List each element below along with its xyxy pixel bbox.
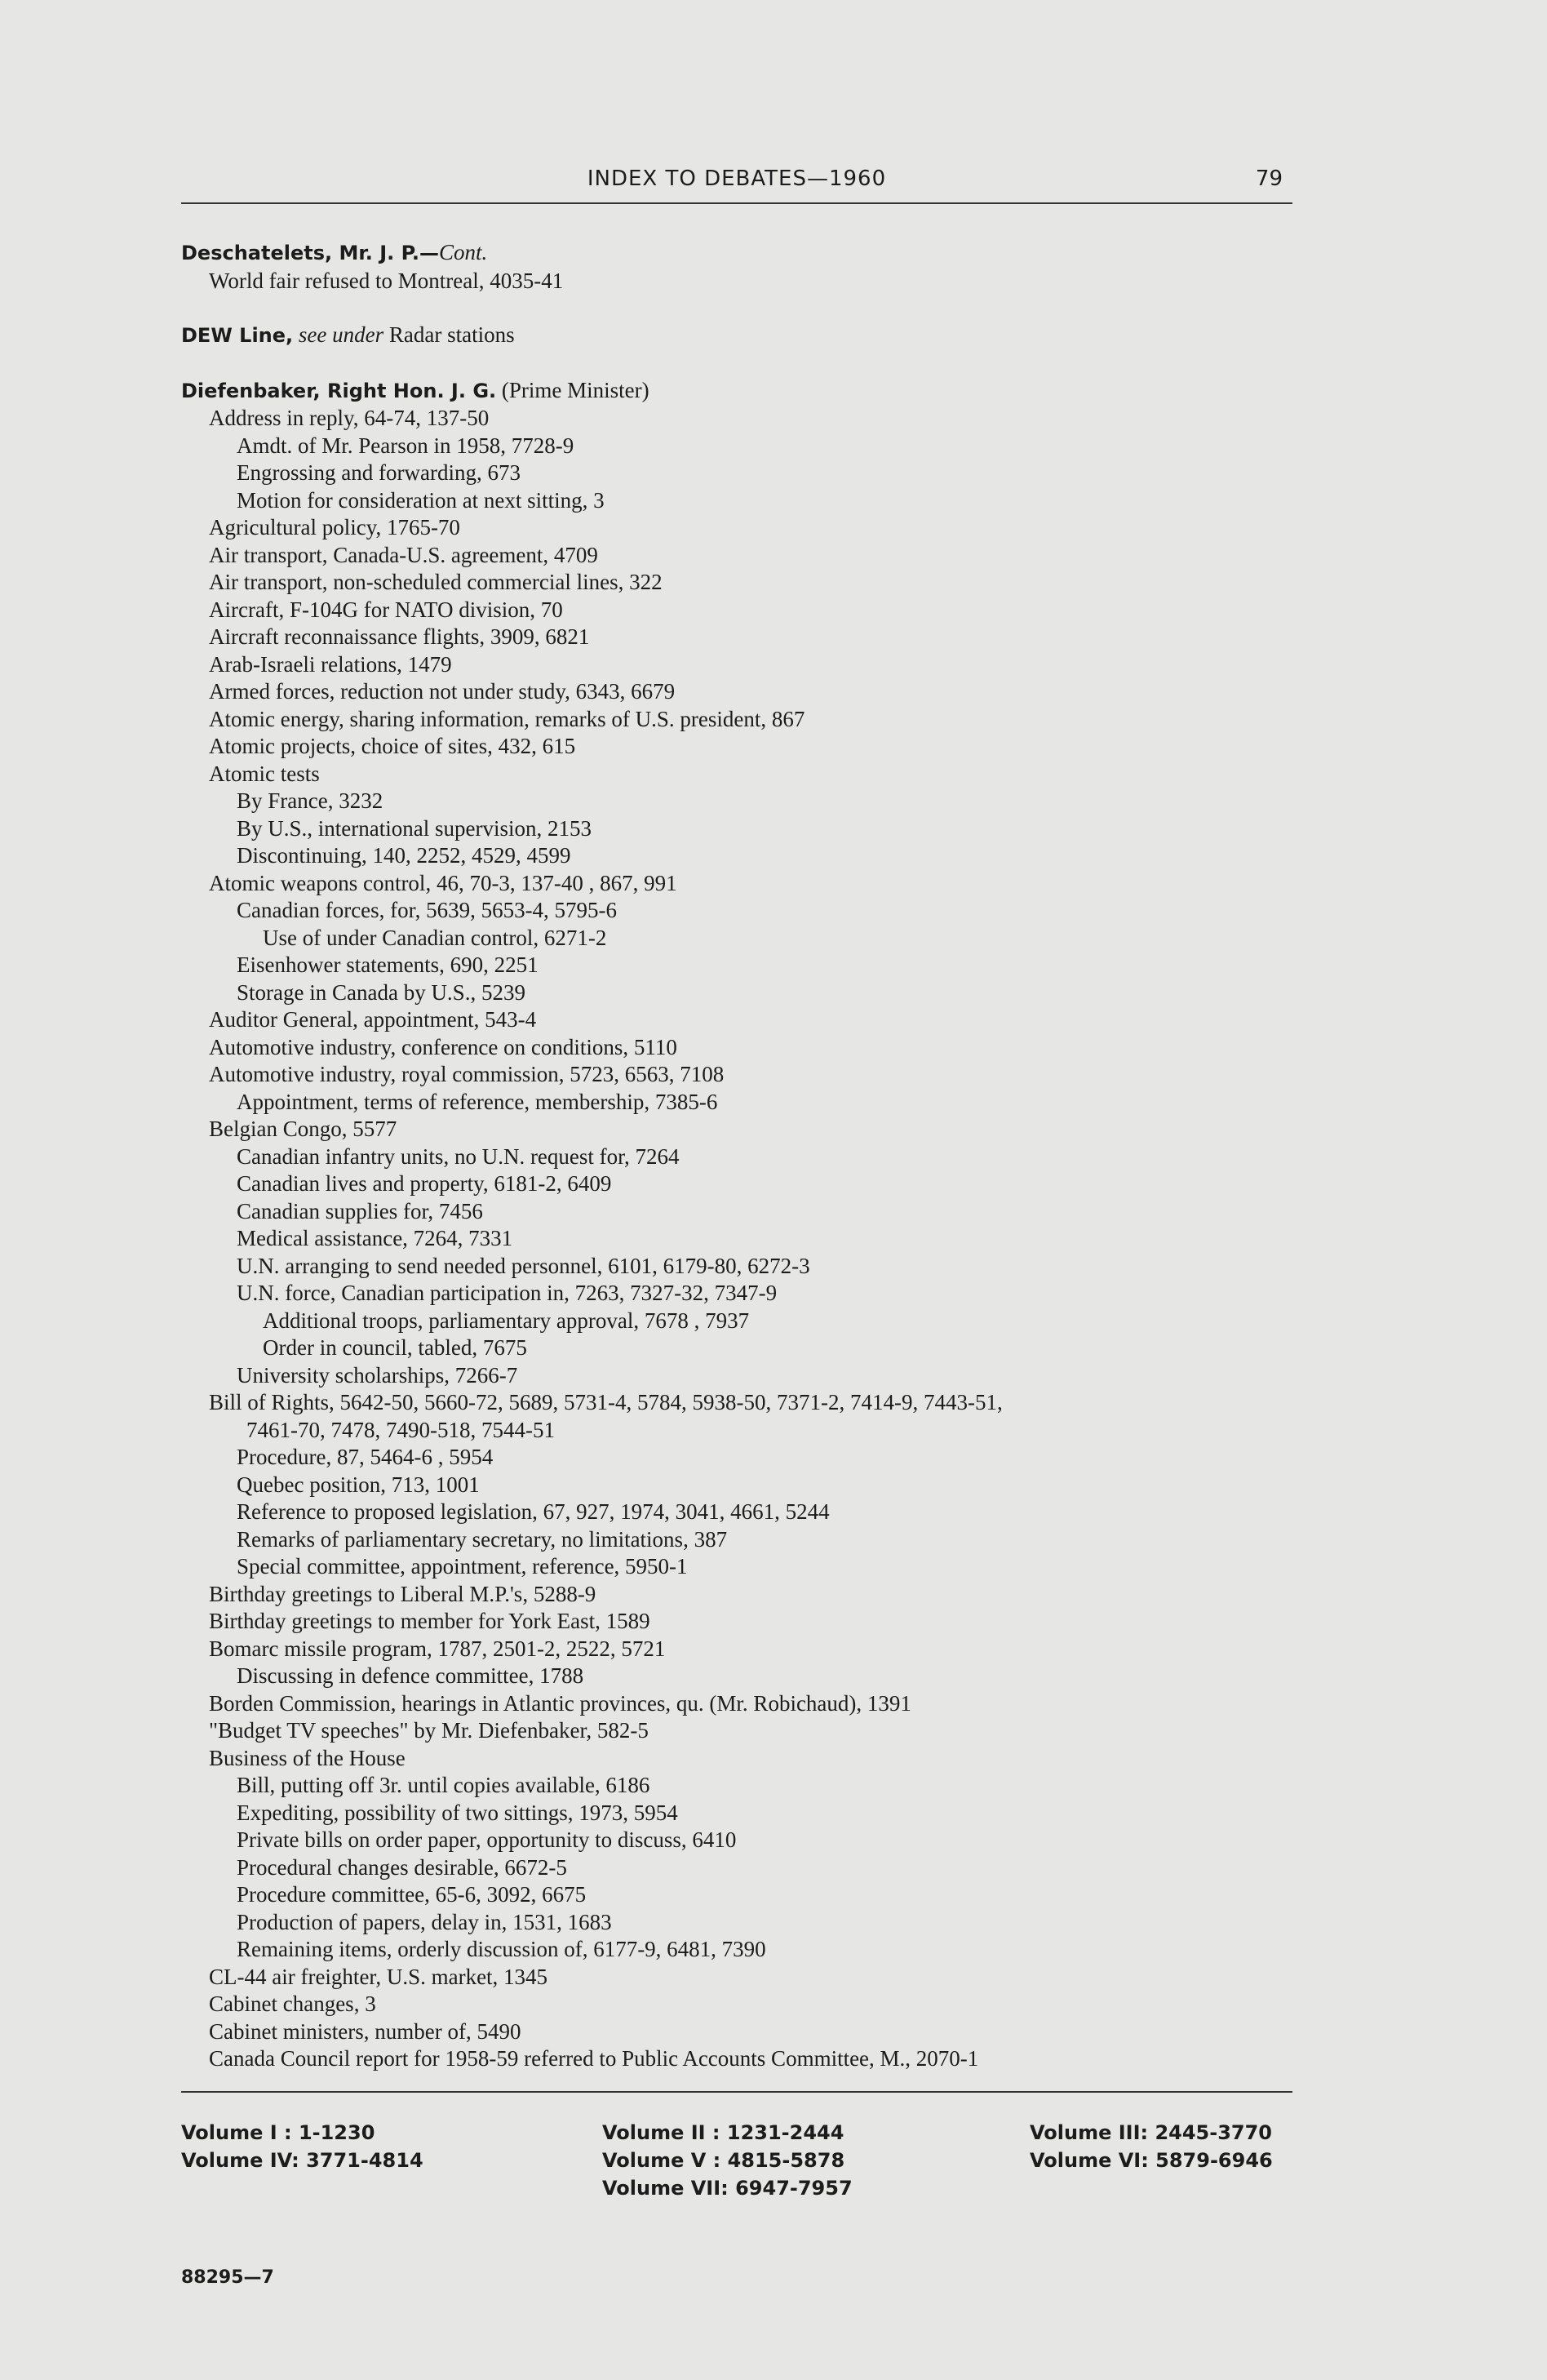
index-subentry: Special committee, appointment, reference, 5950-1 bbox=[237, 1554, 688, 1579]
index-entry: Aircraft reconnaissance flights, 3909, 6821 bbox=[209, 624, 590, 649]
index-subentry: Reference to proposed legislation, 67, 927, 1974, 3041, 4661, 5244 bbox=[237, 1499, 830, 1524]
index-subentry: Remarks of parliamentary secretary, no limitations, 387 bbox=[237, 1526, 728, 1552]
index-entry: Agricultural policy, 1765-70 bbox=[209, 515, 460, 539]
index-entry: Automotive industry, royal commission, 5723, 6563, 7108 bbox=[209, 1062, 725, 1086]
index-subentry: Procedural changes desirable, 6672-5 bbox=[237, 1854, 567, 1880]
heading-qualifier: (Prime Minister) bbox=[501, 377, 649, 402]
page-number: 79 bbox=[1255, 167, 1283, 191]
footer-divider bbox=[181, 2091, 1292, 2093]
index-entry: Bomarc missile program, 1787, 2501-2, 2522, 5721 bbox=[209, 1636, 666, 1661]
index-entry: Atomic tests bbox=[209, 761, 320, 786]
index-entry: Address in reply, 64-74, 137-50 bbox=[209, 406, 490, 430]
index-heading-diefenbaker bbox=[181, 377, 1307, 406]
index-entry: Belgian Congo, 5577 bbox=[209, 1117, 397, 1141]
index-entry: Aircraft, F-104G for NATO division, 70 bbox=[209, 597, 563, 622]
index-subentry: Canadian forces, for, 5639, 5653-4, 5795-6 bbox=[237, 898, 618, 922]
index-entry: Borden Commission, hearings in Atlantic provinces, qu. (Mr. Robichaud), 1391 bbox=[209, 1690, 911, 1716]
index-entry: Automotive industry, conference on conditions, 5110 bbox=[209, 1034, 677, 1059]
print-code: 88295—7 bbox=[181, 2267, 274, 2288]
index-subentry: Discontinuing, 140, 2252, 4529, 4599 bbox=[237, 843, 571, 868]
volume-column-1 bbox=[181, 2119, 423, 2174]
index-entry: Armed forces, reduction not under study, 6343, 6679 bbox=[209, 679, 676, 704]
volume-column-3 bbox=[1030, 2119, 1273, 2174]
heading-name: Deschatelets, Mr. J. P.— bbox=[181, 242, 439, 264]
volume-range: Volume VI: 5879-6946 bbox=[1030, 2149, 1273, 2172]
index-subsubentry: Additional troops, parliamentary approval, 7678 , 7937 bbox=[263, 1308, 750, 1333]
index-subentry: Expediting, possibility of two sittings, 1973, 5954 bbox=[237, 1800, 678, 1825]
index-entry-continuation: 7461-70, 7478, 7490-518, 7544-51 bbox=[246, 1417, 555, 1442]
index-subentry: Canadian infantry units, no U.N. request for, 7264 bbox=[237, 1143, 680, 1169]
volume-range: Volume II : 1231-2444 bbox=[602, 2121, 844, 2144]
index-heading-dew-line bbox=[181, 322, 1307, 350]
index-entry: Atomic projects, choice of sites, 432, 615 bbox=[209, 734, 576, 758]
index-entry: World fair refused to Montreal, 4035-41 bbox=[209, 268, 564, 293]
index-entry: Arab-Israeli relations, 1479 bbox=[209, 651, 452, 677]
index-subentry: Canadian supplies for, 7456 bbox=[237, 1198, 483, 1223]
index-entry: Cabinet changes, 3 bbox=[209, 1991, 376, 2016]
index-entry: Bill of Rights, 5642-50, 5660-72, 5689, 5731-4, 5784, 5938-50, 7371-2, 7414-9, 7443-51, bbox=[209, 1390, 1003, 1414]
index-subentry: Canadian lives and property, 6181-2, 6409 bbox=[237, 1171, 612, 1196]
volume-range: Volume III: 2445-3770 bbox=[1030, 2121, 1272, 2144]
index-body bbox=[181, 239, 1307, 2073]
index-subentry: Engrossing and forwarding, 673 bbox=[237, 460, 521, 485]
cross-reference: Radar stations bbox=[388, 322, 515, 347]
index-subentry: Medical assistance, 7264, 7331 bbox=[237, 1226, 513, 1250]
index-subentry: Private bills on order paper, opportunity to discuss, 6410 bbox=[237, 1827, 737, 1852]
index-entry: Canada Council report for 1958-59 referred to Public Accounts Committee, M., 2070-1 bbox=[209, 2046, 979, 2071]
index-subsubentry: Order in council, tabled, 7675 bbox=[263, 1335, 527, 1360]
index-subentry: U.N. force, Canadian participation in, 7263, 7327-32, 7347-9 bbox=[237, 1281, 778, 1305]
index-entry: Atomic weapons control, 46, 70-3, 137-40 , 867, 991 bbox=[209, 870, 677, 895]
index-entry: Birthday greetings to Liberal M.P.'s, 5288-9 bbox=[209, 1581, 596, 1606]
index-entry: "Budget TV speeches" by Mr. Diefenbaker, 582-5 bbox=[209, 1718, 649, 1743]
index-entry: Atomic energy, sharing information, remarks of U.S. president, 867 bbox=[209, 706, 805, 731]
index-entry: Business of the House bbox=[209, 1745, 406, 1770]
index-entry: Air transport, Canada-U.S. agreement, 4709 bbox=[209, 542, 598, 567]
index-subentry: Appointment, terms of reference, membership, 7385-6 bbox=[237, 1089, 718, 1114]
index-subentry: Production of papers, delay in, 1531, 1683 bbox=[237, 1909, 612, 1934]
cont-label: Cont. bbox=[438, 240, 488, 264]
index-heading-deschatelets bbox=[181, 239, 1307, 268]
see-under-label: see under bbox=[298, 322, 384, 347]
index-subentry: Quebec position, 713, 1001 bbox=[237, 1472, 480, 1497]
index-entry: Auditor General, appointment, 543-4 bbox=[209, 1007, 537, 1032]
index-subentry: By France, 3232 bbox=[237, 788, 383, 813]
index-subentry: University scholarships, 7266-7 bbox=[237, 1362, 518, 1388]
volume-range: Volume I : 1-1230 bbox=[181, 2121, 375, 2144]
volume-range: Volume V : 4815-5878 bbox=[602, 2149, 845, 2172]
index-subentry: Storage in Canada by U.S., 5239 bbox=[237, 979, 525, 1005]
index-subentry: Procedure, 87, 5464-6 , 5954 bbox=[237, 1445, 494, 1469]
page-header bbox=[181, 162, 1292, 204]
index-subentry: Discussing in defence committee, 1788 bbox=[237, 1663, 584, 1688]
index-entry: Birthday greetings to member for York East, 1589 bbox=[209, 1609, 650, 1633]
page-title: INDEX TO DEBATES—1960 bbox=[587, 167, 887, 191]
heading-name: DEW Line, bbox=[181, 324, 294, 347]
volume-column-2 bbox=[602, 2119, 853, 2202]
index-subentry: Eisenhower statements, 690, 2251 bbox=[237, 952, 539, 977]
heading-name: Diefenbaker, Right Hon. J. G. bbox=[181, 379, 497, 402]
index-subentry: Procedure committee, 65-6, 3092, 6675 bbox=[237, 1882, 587, 1907]
index-subentry: Bill, putting off 3r. until copies available, 6186 bbox=[237, 1773, 650, 1797]
index-entry: CL-44 air freighter, U.S. market, 1345 bbox=[209, 1964, 548, 1989]
index-subsubentry: Use of under Canadian control, 6271-2 bbox=[263, 925, 607, 950]
index-entry: Air transport, non-scheduled commercial lines, 322 bbox=[209, 570, 663, 594]
index-subentry: By U.S., international supervision, 2153 bbox=[237, 815, 592, 841]
index-subentry: Amdt. of Mr. Pearson in 1958, 7728-9 bbox=[237, 433, 574, 458]
index-entry: Cabinet ministers, number of, 5490 bbox=[209, 2018, 521, 2044]
index-subentry: Remaining items, orderly discussion of, 6177-9, 6481, 7390 bbox=[237, 1937, 766, 1961]
volume-range: Volume IV: 3771-4814 bbox=[181, 2149, 423, 2172]
volume-range: Volume VII: 6947-7957 bbox=[602, 2177, 853, 2200]
index-subentry: Motion for consideration at next sitting, 3 bbox=[237, 487, 605, 513]
index-subentry: U.N. arranging to send needed personnel, 6101, 6179-80, 6272-3 bbox=[237, 1253, 810, 1278]
